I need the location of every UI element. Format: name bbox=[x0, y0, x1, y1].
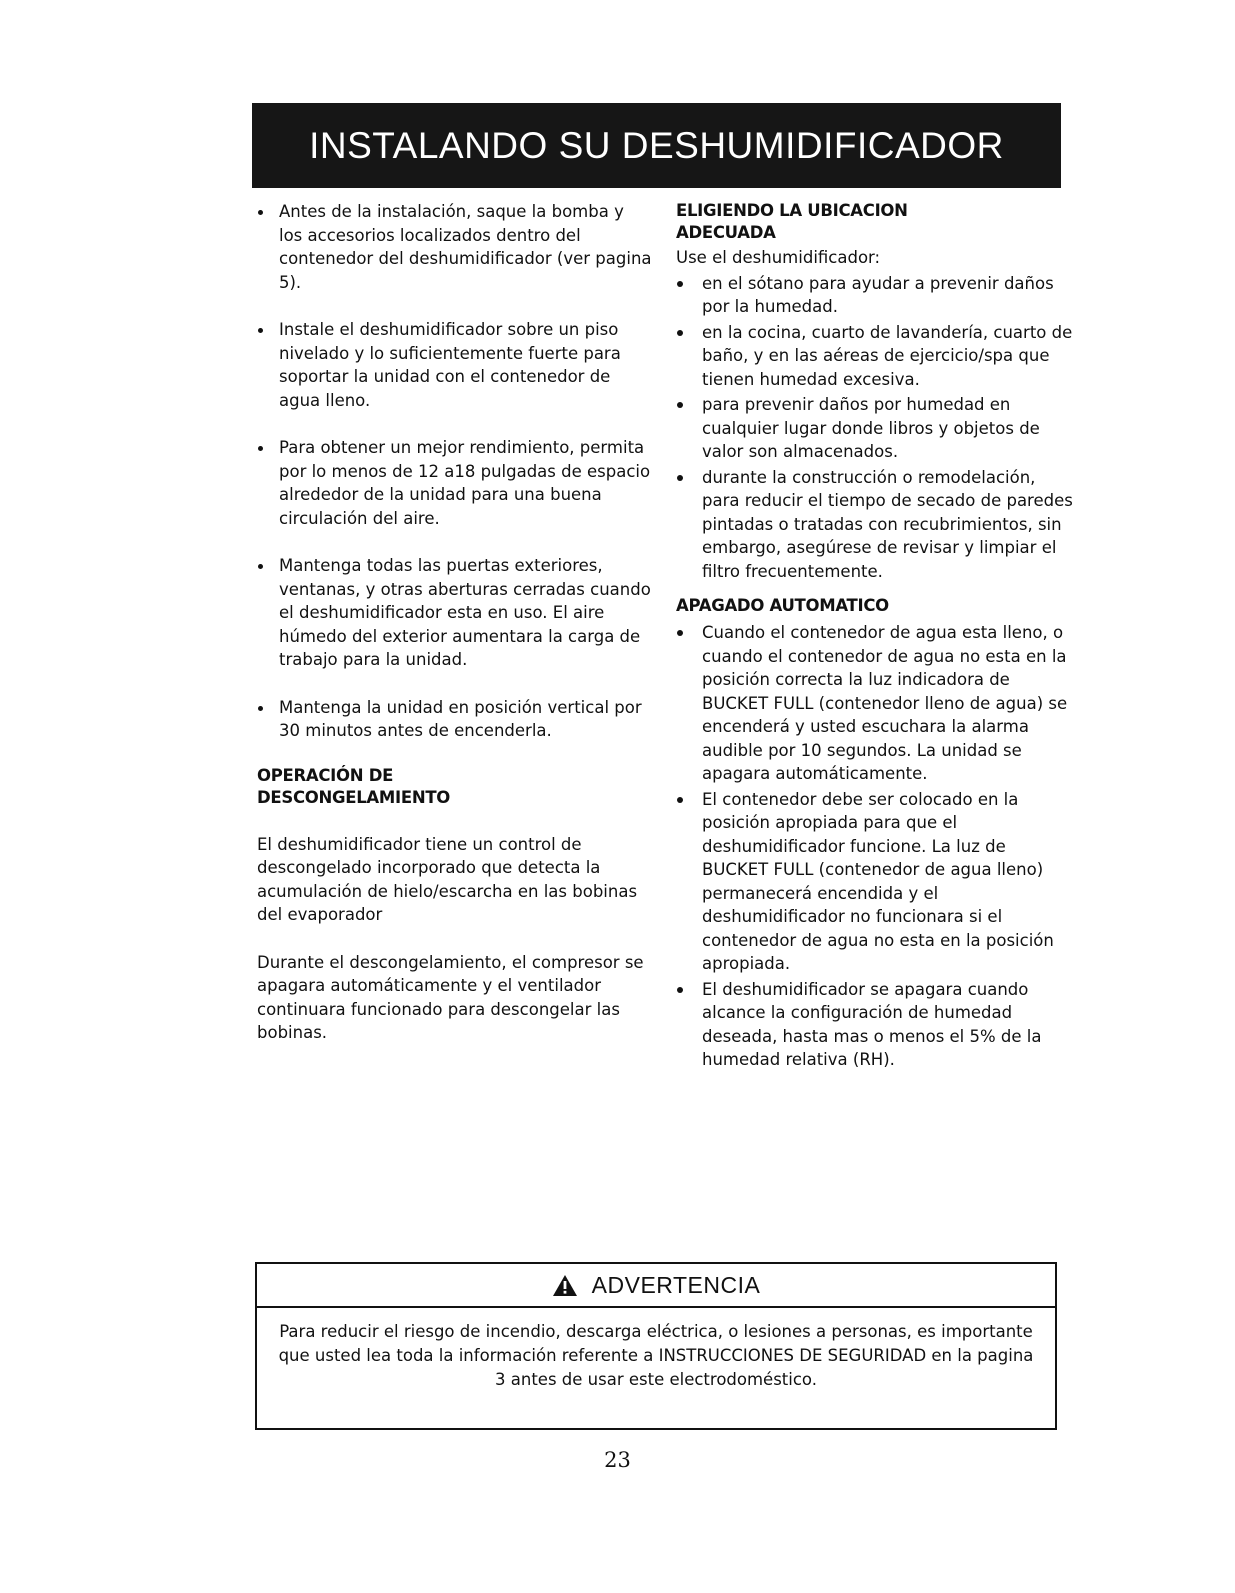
warning-triangle-icon bbox=[552, 1274, 578, 1297]
section-banner bbox=[252, 103, 1061, 188]
list-item: Antes de la instalación, saque la bomba y los accesorios localizados dentro del contenedor del deshumidificador (ver pagina 5). bbox=[257, 200, 652, 294]
right-column bbox=[676, 200, 1076, 1074]
defrost-heading-line1: OPERACIÓN DE bbox=[257, 765, 394, 785]
warning-title: ADVERTENCIA bbox=[591, 1271, 761, 1298]
page-title: INSTALANDO SU DESHUMIDIFICADOR bbox=[309, 124, 1004, 166]
location-heading-line2: ADECUADA bbox=[676, 223, 776, 242]
list-item: para prevenir daños por humedad en cualquier lugar donde libros y objetos de valor son almacenados. bbox=[676, 393, 1076, 464]
location-intro: Use el deshumidificador: bbox=[676, 248, 881, 267]
list-item: El deshumidificador se apagara cuando alcance la configuración de humedad deseada, hasta mas o menos el 5% de la humedad relativa (RH). bbox=[676, 978, 1076, 1072]
warning-box bbox=[255, 1262, 1057, 1430]
list-item: El contenedor debe ser colocado en la posición apropiada para que el deshumidificador funcione. La luz de BUCKET FULL (contenedor de agua lleno) permanecerá encendida y el deshumidificador no funcionara si el contenedor de agua no esta en la posición apropiada. bbox=[676, 788, 1076, 976]
list-item: en el sótano para ayudar a prevenir daños por la humedad. bbox=[676, 272, 1076, 319]
defrost-paragraph: Durante el descongelamiento, el compresor se apagara automáticamente y el ventilador continuara funcionado para descongelar las bobinas. bbox=[257, 952, 644, 1042]
list-item: Mantenga todas las puertas exteriores, ventanas, y otras aberturas cerradas cuando el deshumidificador esta en uso. El aire húmedo del exterior aumentara la carga de trabajo para la unidad. bbox=[257, 554, 652, 672]
page-number: 23 bbox=[604, 1448, 631, 1472]
list-item: durante la construcción o remodelación, para reducir el tiempo de secado de paredes pintadas o tratadas con recubrimientos, sin embargo, asegúrese de revisar y limpiar el filtro frecuentemente. bbox=[676, 466, 1076, 584]
list-item: Para obtener un mejor rendimiento, permita por lo menos de 12 a18 pulgadas de espacio alrededor de la unidad para una buena circulación del aire. bbox=[257, 436, 652, 530]
list-item: Instale el deshumidificador sobre un piso nivelado y lo suficientemente fuerte para soportar la unidad con el contenedor de agua lleno. bbox=[257, 318, 652, 412]
installation-list bbox=[257, 200, 652, 743]
list-item: Cuando el contenedor de agua esta lleno, o cuando el contenedor de agua no esta en la posición correcta la luz indicadora de BUCKET FULL (contenedor lleno de agua) se encenderá y usted escuchara la alarma audible por 10 segundos. La unidad se apagara automáticamente. bbox=[676, 621, 1076, 786]
left-column bbox=[257, 200, 652, 1069]
shutoff-heading: APAGADO AUTOMATICO bbox=[676, 596, 889, 615]
warning-text: Para reducir el riesgo de incendio, descarga eléctrica, o lesiones a personas, es importante que usted lea toda la información referente a INSTRUCCIONES DE SEGURIDAD en la pagina 3 antes de usar este electrodoméstico. bbox=[278, 1322, 1034, 1389]
location-heading-line1: ELIGIENDO LA UBICACION bbox=[676, 201, 908, 220]
defrost-paragraph: El deshumidificador tiene un control de descongelado incorporado que detecta la acumulación de hielo/escarcha en las bobinas del evaporador bbox=[257, 834, 638, 924]
warning-header bbox=[257, 1264, 1055, 1308]
location-heading bbox=[676, 200, 1076, 244]
location-list bbox=[676, 272, 1076, 584]
list-item: en la cocina, cuarto de lavandería, cuarto de baño, y en las aéreas de ejercicio/spa que tienen humedad excesiva. bbox=[676, 321, 1076, 392]
shutoff-list bbox=[676, 621, 1076, 1072]
defrost-heading-line2: DESCONGELAMIENTO bbox=[257, 787, 451, 807]
defrost-heading bbox=[257, 765, 652, 809]
list-item: Mantenga la unidad en posición vertical por 30 minutos antes de encenderla. bbox=[257, 696, 652, 743]
